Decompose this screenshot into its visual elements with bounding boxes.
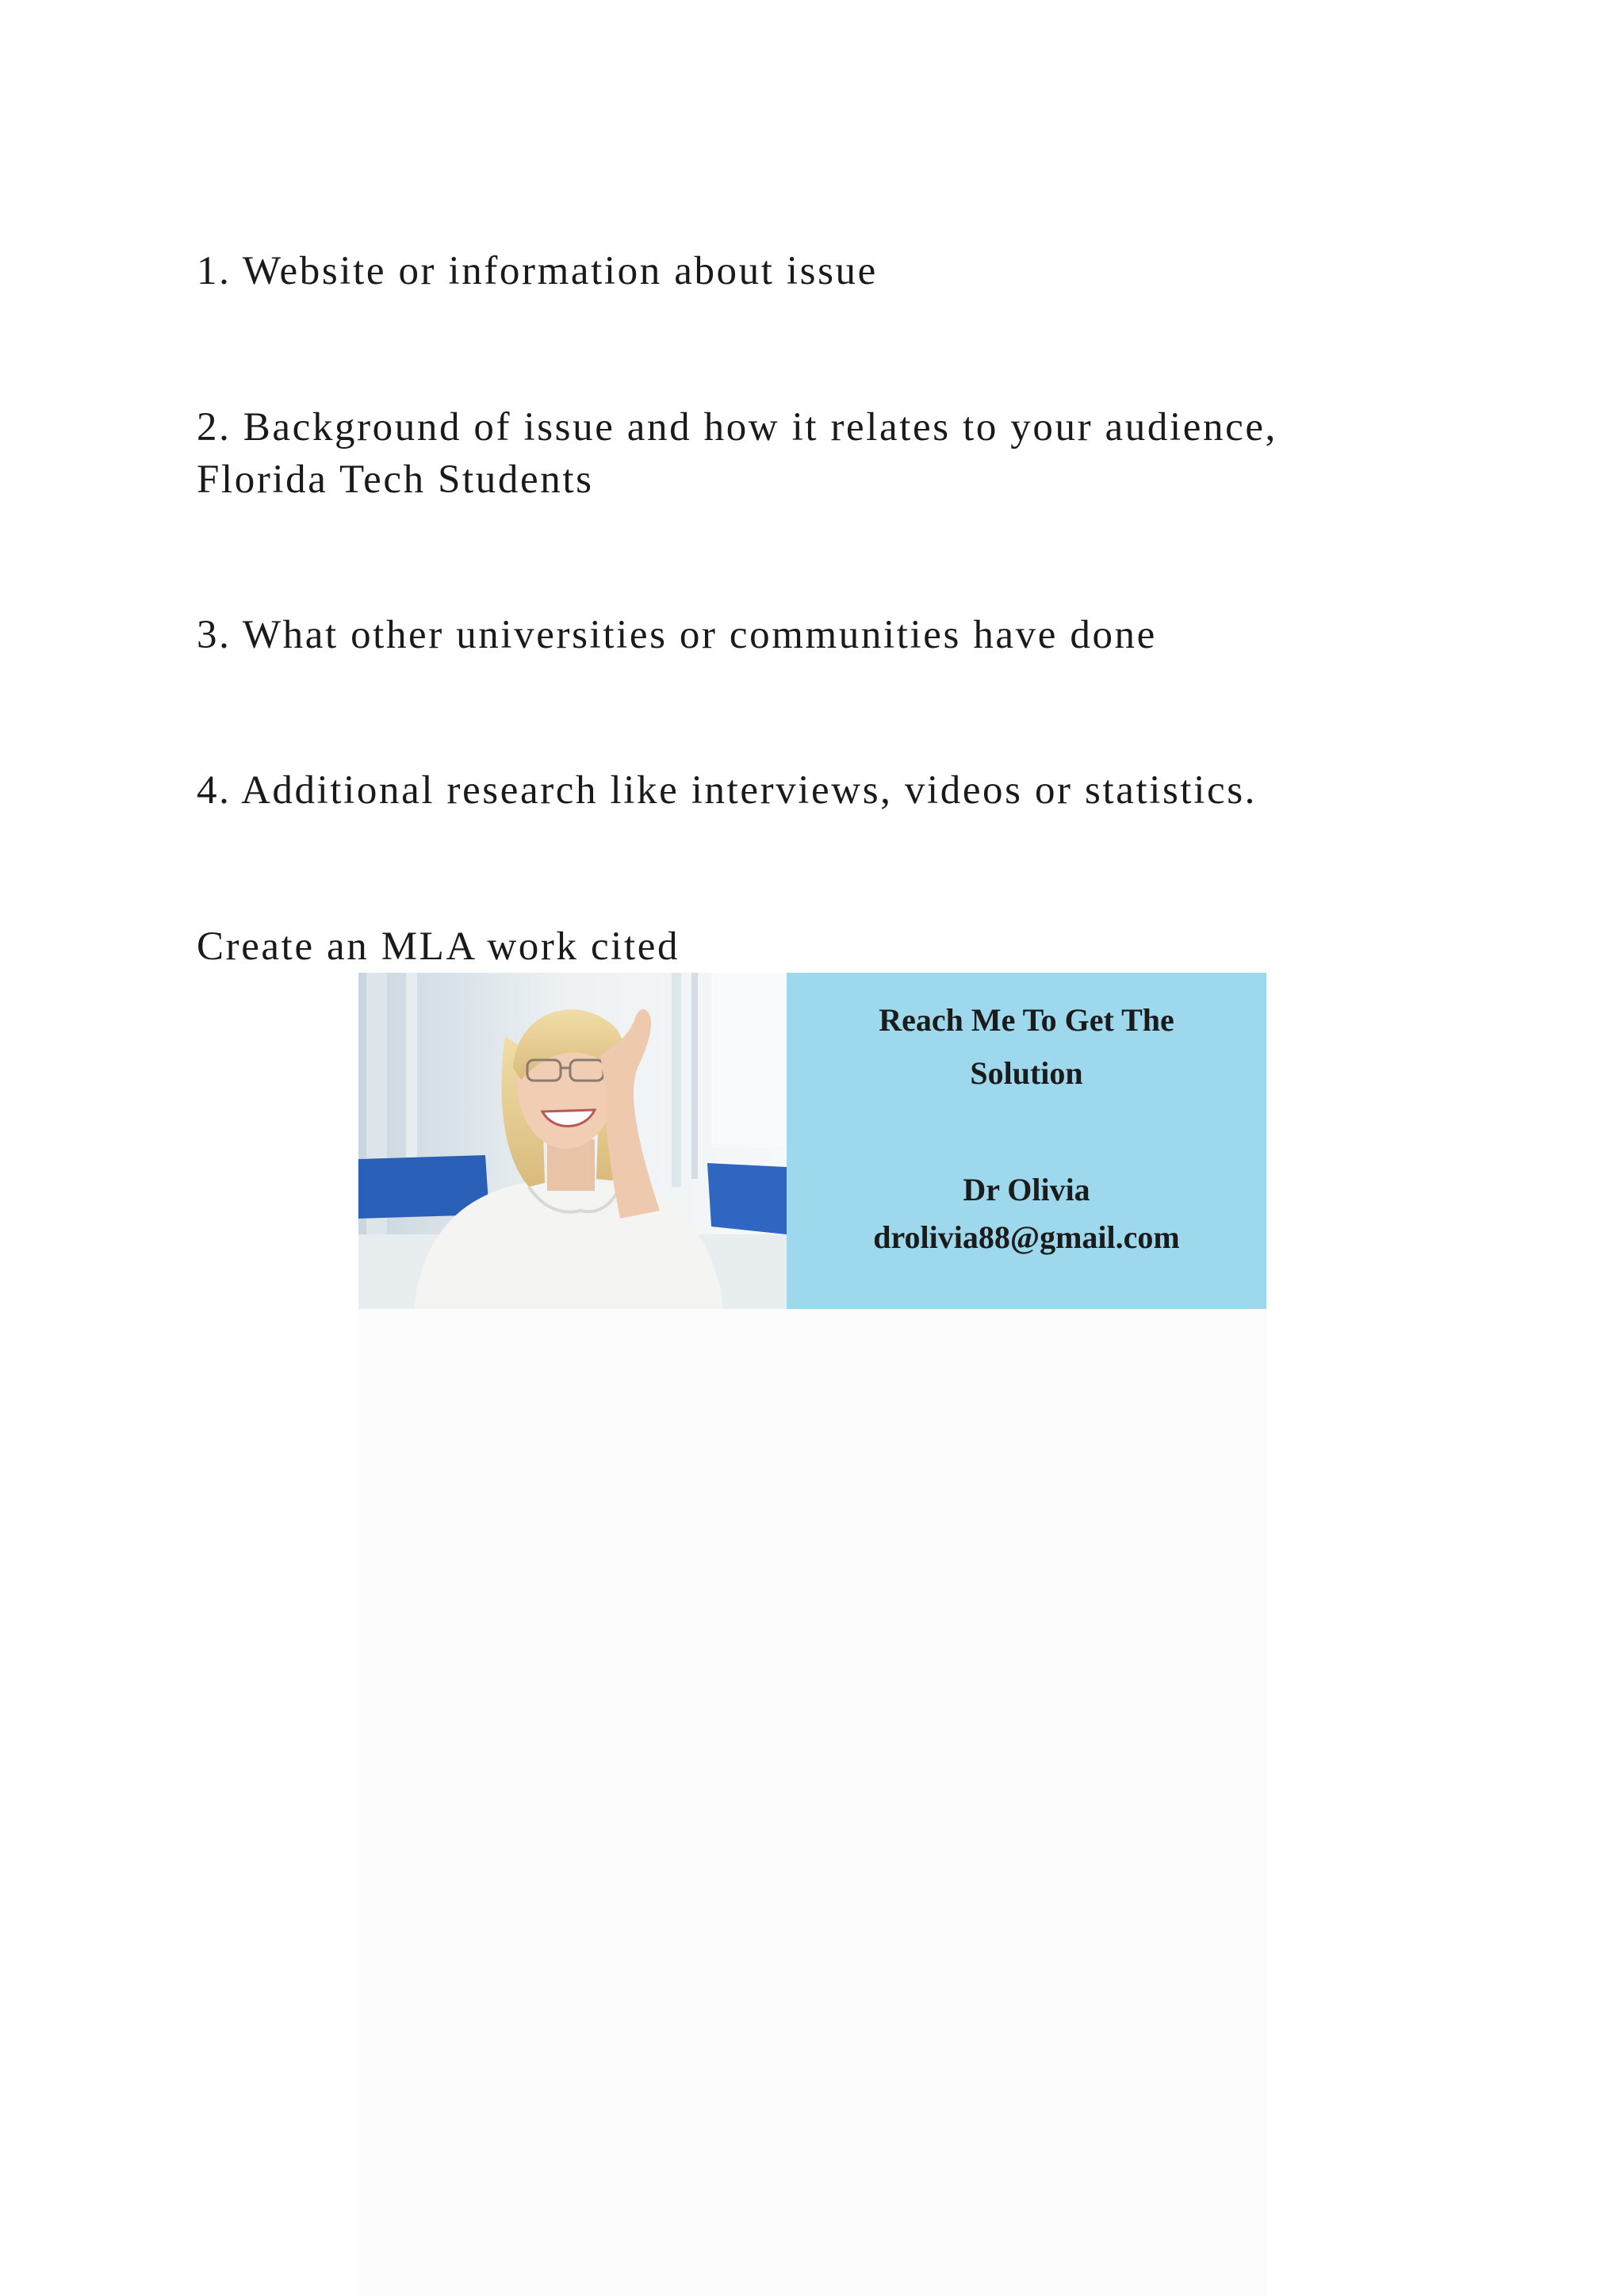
item-4-text: 4. Additional research like interviews, videos or statistics. bbox=[197, 768, 1258, 813]
item-3-text: 3. What other universities or communities have done bbox=[197, 613, 1157, 657]
contact-name: Dr Olivia bbox=[963, 1172, 1090, 1207]
banner-heading-line1: Reach Me To Get The bbox=[879, 1002, 1174, 1038]
item-1-text: 1. Website or information about issue bbox=[197, 249, 878, 293]
contact-panel bbox=[787, 973, 1266, 1309]
item-2-text: 2. Background of issue and how it relates to your audience, bbox=[197, 405, 1277, 450]
contact-email: drolivia88@gmail.com bbox=[873, 1219, 1180, 1255]
contact-banner bbox=[358, 973, 1266, 1309]
woman-with-glasses-photo bbox=[358, 973, 787, 1309]
instruction-text: Create an MLA work cited bbox=[197, 924, 680, 969]
item-2-text-continued: Florida Tech Students bbox=[197, 457, 594, 502]
banner-heading-line2: Solution bbox=[970, 1055, 1083, 1091]
page-shade bbox=[358, 1308, 1266, 2296]
